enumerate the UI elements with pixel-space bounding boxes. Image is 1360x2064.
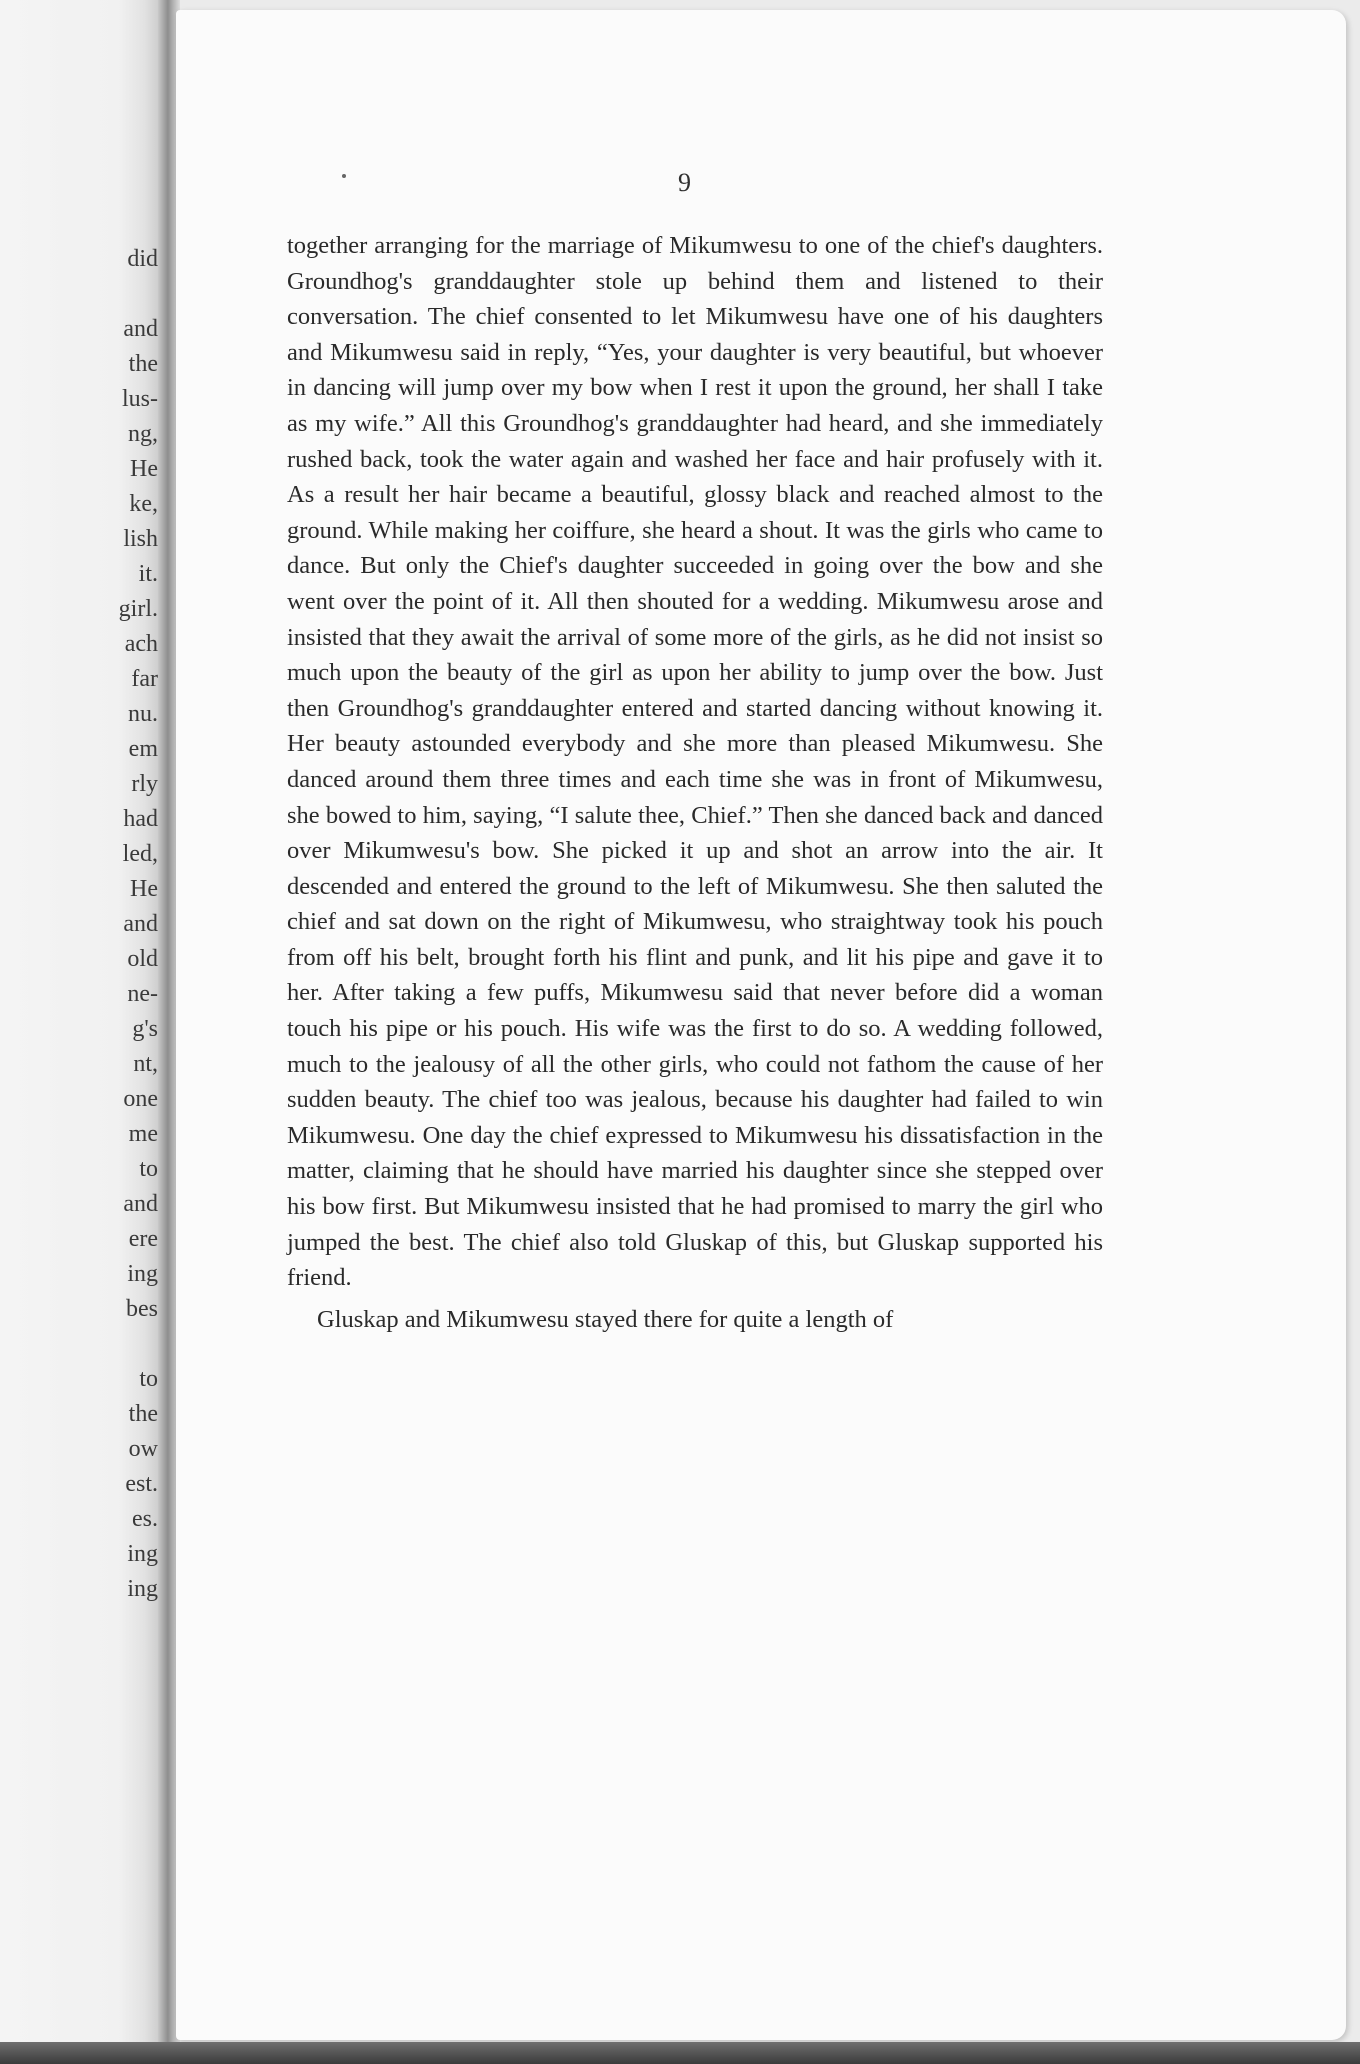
ink-speck <box>342 174 346 178</box>
body-text <box>287 228 1103 1337</box>
page-number: 9 <box>678 168 691 197</box>
paragraph-1: together arranging for the marriage of Mikumwesu to one of the chief's daughters. Groundhog's granddaughter stole up behind them and listened to their conversation. The chief consented to let Mikumwesu have one of his daughters and Mikumwesu said in reply, “Yes, your daughter is very beautiful, but whoever in dancing will jump over my bow when I rest it upon the ground, her shall I take as my wife.” All this Groundhog's granddaughter had heard, and she immediately rushed back, took the water again and washed her face and hair profusely with it. As a result her hair became a beautiful, glossy black and reached almost to the ground. While making her coiffure, she heard a shout. It was the girls who came to dance. But only the Chief's daughter succeeded in going over the bow and she went over the point of it. All then shouted for a wedding. Mikumwesu arose and insisted that they await the arrival of some more of the girls, as he did not insist so much upon the beauty of the girl as upon her ability to jump over the bow. Just then Groundhog's granddaughter entered and started dancing without knowing it. Her beauty astounded everybody and she more than pleased Mikumwesu. She danced around them three times and each time she was in front of Mikumwesu, she bowed to him, saying, “I salute thee, Chief.” Then she danced back and danced over Mikumwesu's bow. She picked it up and shot an arrow into the air. It descended and entered the ground to the left of Mikumwesu. She then saluted the chief and sat down on the right of Mikumwesu, who straightway took his pouch from off his belt, brought forth his flint and punk, and lit his pipe and gave it to her. After taking a few puffs, Mikumwesu said that never before did a woman touch his pipe or his pouch. His wife was the first to do so. A wedding followed, much to the jealousy of all the other girls, who could not fathom the cause of her sudden beauty. The chief too was jealous, because his daughter had failed to win Mikumwesu. One day the chief expressed to Mikumwesu his dissatisfaction in the matter, claiming that he should have married his daughter since she stepped over his bow first. But Mikumwesu insisted that he had promised to marry the girl who jumped the best. The chief also told Gluskap of this, but Gluskap supported his friend. <box>287 232 1103 1292</box>
facing-page-edge <box>0 0 170 2064</box>
facing-page-text-fragments: did and the lus- ng, He ke, lish it. girl. ach far nu. em rly had led, He and old ne- g's nt, one me to and ere ing bes to the ow est. es. ing ing <box>118 246 158 1602</box>
paragraph-2: Gluskap and Mikumwesu stayed there for quite a length of <box>317 1305 894 1333</box>
scanner-bottom-edge <box>0 2042 1360 2064</box>
